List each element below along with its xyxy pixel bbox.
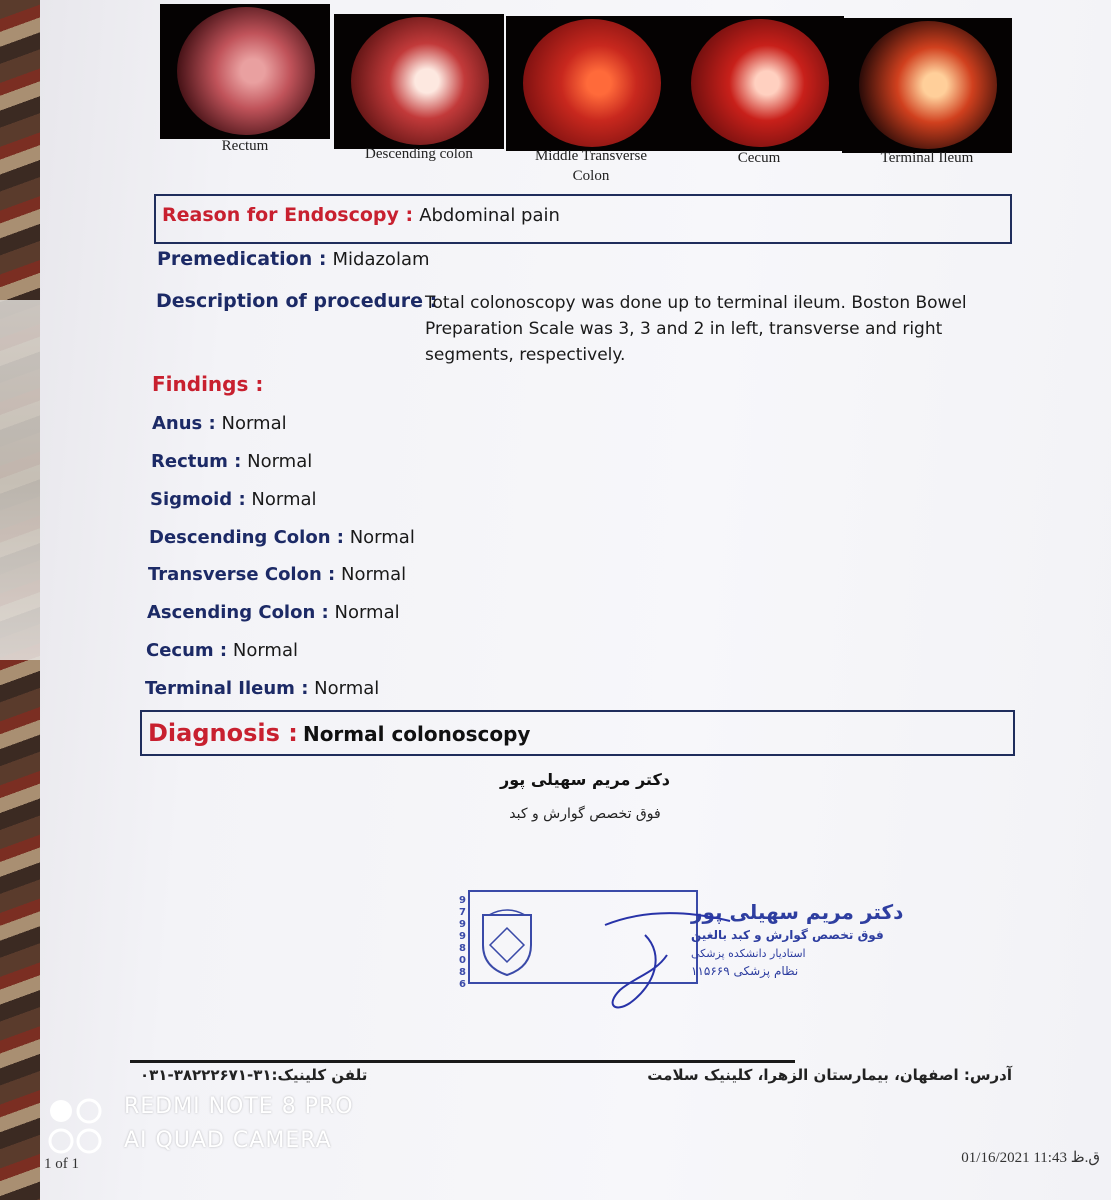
svg-text:دکتر مریم سهیلی پور: دکتر مریم سهیلی پور — [691, 900, 904, 924]
doctor-specialty: فوق تخصص گوارش و کبد — [509, 806, 661, 822]
quad-camera-icon — [48, 1098, 104, 1154]
description-label: Description of procedure : — [156, 290, 438, 312]
finding-value: Normal — [349, 527, 415, 548]
finding-row — [152, 412, 287, 436]
finding-value: Normal — [341, 564, 407, 585]
finding-row — [147, 601, 400, 625]
svg-text:9: 9 — [459, 931, 466, 942]
watermark-camera: AI QUAD CAMERA — [124, 1128, 332, 1153]
print-timestamp: 01/16/2021 11:43 ق.ظ — [961, 1150, 1100, 1166]
svg-text:7: 7 — [459, 907, 466, 918]
doctor-stamp — [455, 885, 904, 1020]
photo-caption: Rectum — [221, 138, 269, 154]
finding-value: Normal — [334, 602, 400, 623]
endoscopy-image — [506, 16, 676, 151]
svg-text:8: 8 — [459, 943, 466, 954]
description-value: Total colonoscopy was done up to terminal ileum. Boston Bowel Preparation Scale was 3, 3 and 2 in left, transverse and right segments, respectively. — [425, 293, 967, 365]
svg-text:نظام پزشکی ۱۱۵۶۶۹: نظام پزشکی ۱۱۵۶۶۹ — [691, 964, 799, 978]
svg-text:8: 8 — [459, 967, 466, 978]
finding-value: Normal — [314, 678, 380, 699]
finding-value: Normal — [221, 413, 287, 434]
finding-value: Normal — [232, 640, 298, 661]
finding-label: Rectum : — [151, 451, 242, 472]
footer-divider — [130, 1060, 795, 1063]
photo-caption: Middle Transverse Colon — [534, 148, 648, 184]
finding-row — [145, 677, 379, 701]
reason-value: Abdominal pain — [419, 205, 560, 226]
premedication-row — [157, 246, 430, 273]
finding-value: Normal — [251, 489, 317, 510]
svg-text:6: 6 — [459, 979, 466, 990]
endoscopy-image — [160, 4, 330, 139]
endoscopy-image — [674, 16, 844, 151]
photo-caption: Terminal Ileum — [880, 150, 974, 166]
diagnosis-box — [140, 710, 1015, 756]
finding-label: Anus : — [152, 413, 216, 434]
diagnosis-label: Diagnosis : — [148, 719, 298, 747]
description-label-row — [156, 288, 437, 314]
endoscopy-image — [334, 14, 504, 149]
clinic-phone: تلفن کلینیک:۳۱-۳۸۲۲۲۶۷۱-۰۳۱ — [140, 1066, 368, 1084]
watermark-model: REDMI NOTE 8 PRO — [124, 1094, 354, 1119]
finding-row — [151, 450, 312, 474]
page-number: 1 of 1 — [44, 1156, 79, 1172]
finding-label: Terminal Ileum : — [145, 678, 309, 699]
premedication-label: Premedication : — [157, 248, 327, 270]
finding-label: Cecum : — [146, 640, 228, 661]
premedication-value: Midazolam — [332, 249, 430, 270]
finding-label: Descending Colon : — [149, 527, 344, 548]
svg-text:فوق تخصص گوارش و کبد بالغین: فوق تخصص گوارش و کبد بالغین — [691, 928, 884, 942]
svg-text:9: 9 — [459, 919, 466, 930]
findings-title: Findings : — [152, 372, 264, 396]
reason-box — [154, 194, 1012, 244]
finding-label: Sigmoid : — [150, 489, 246, 510]
endoscopy-image — [842, 18, 1012, 153]
clinic-address: آدرس: اصفهان، بیمارستان الزهرا، کلینیک سلامت — [647, 1066, 1012, 1084]
svg-text:0: 0 — [459, 955, 466, 966]
diagnosis-value: Normal colonoscopy — [302, 722, 531, 746]
finding-label: Transverse Colon : — [148, 564, 336, 585]
reason-label: Reason for Endoscopy : — [162, 204, 414, 226]
finding-label: Ascending Colon : — [147, 602, 329, 623]
finding-row — [150, 488, 317, 512]
photo-caption: Descending colon — [365, 146, 473, 162]
photo-caption: Cecum — [737, 150, 781, 166]
finding-row — [149, 526, 415, 550]
finding-row — [146, 639, 298, 663]
finding-value: Normal — [247, 451, 313, 472]
svg-text:9: 9 — [459, 895, 466, 906]
svg-text:استادیار دانشکده پزشکی: استادیار دانشکده پزشکی — [691, 947, 806, 960]
endoscopy-photo-strip — [160, 4, 1012, 184]
finding-row — [148, 563, 406, 587]
doctor-name: دکتر مریم سهیلی پور — [500, 770, 670, 789]
